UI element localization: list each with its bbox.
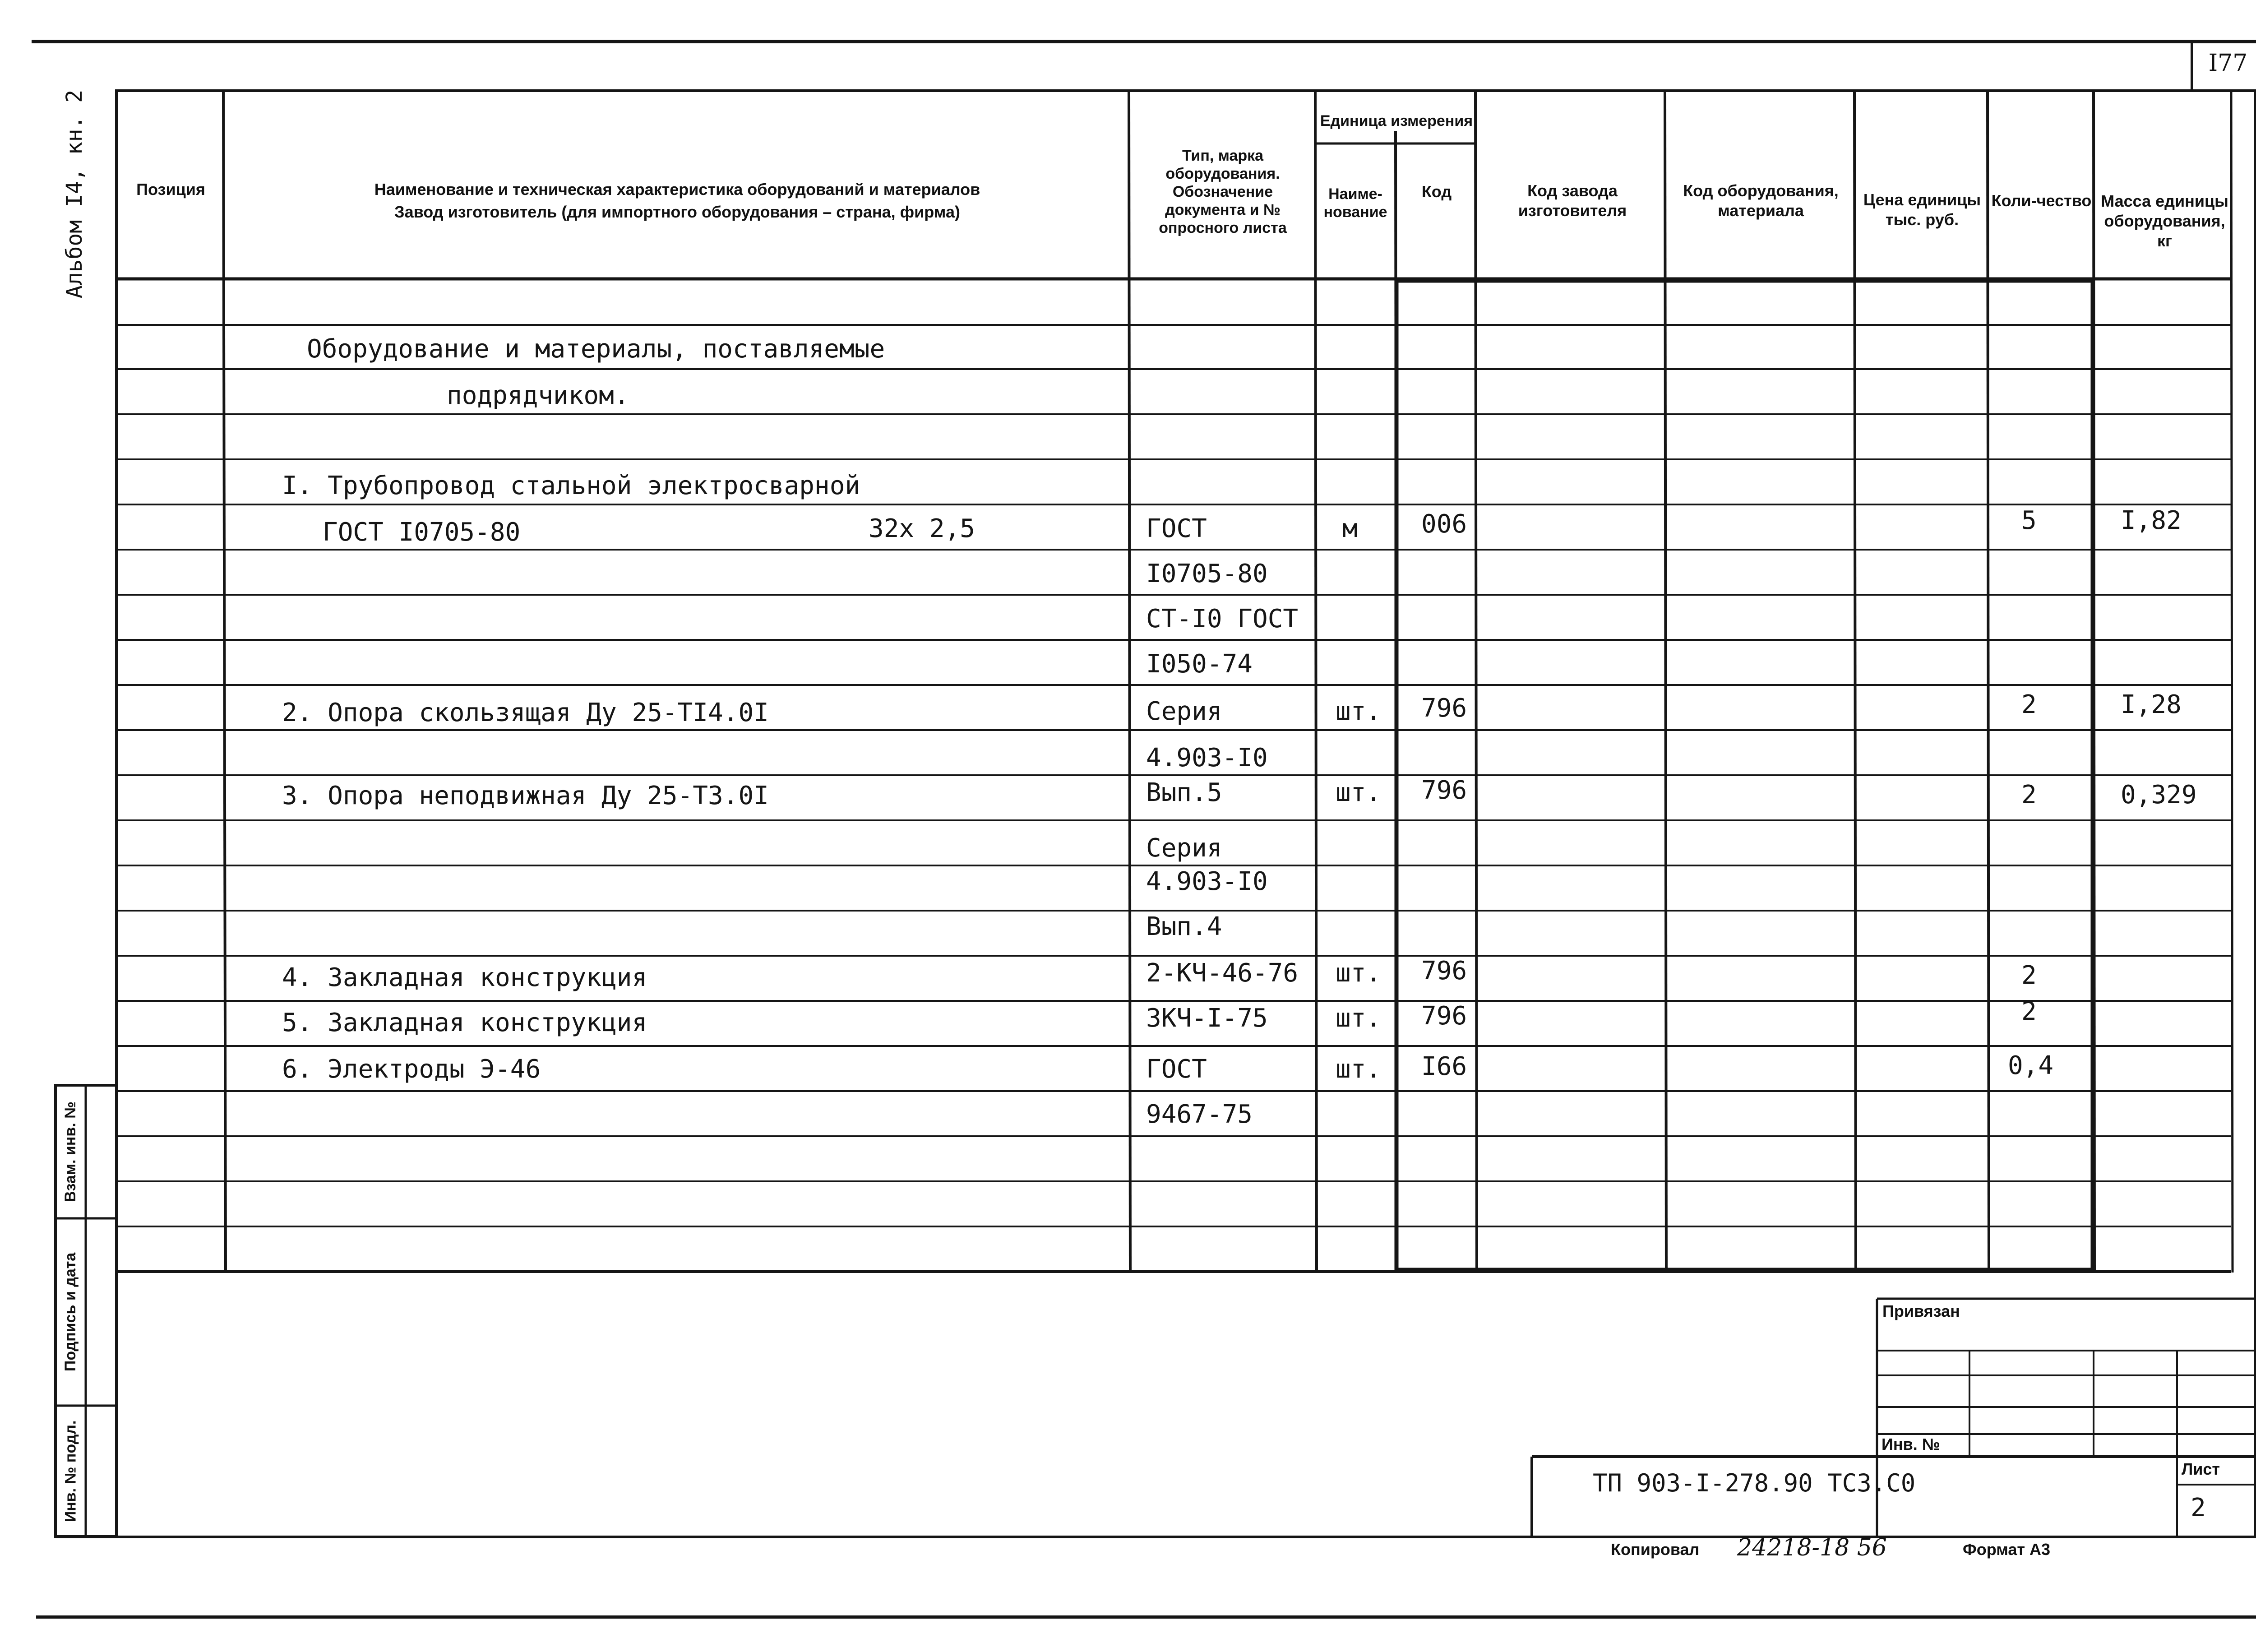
row-3-size: 32х 2,5 <box>869 514 975 543</box>
row-12-type: Вып.4 <box>1146 912 1222 941</box>
podpis-label: Подпись и дата <box>62 1252 79 1372</box>
header-mass: Масса единицы оборудования, кг <box>2101 192 2228 250</box>
row-3-unit: м <box>1342 514 1358 543</box>
document-code: ТП 903-I-278.90 ТС3.С0 <box>1593 1469 1916 1497</box>
row-7-type: Серия <box>1146 697 1222 726</box>
row-15-code: I66 <box>1421 1052 1467 1081</box>
row-5-type: СТ-I0 ГОСТ <box>1146 604 1299 634</box>
row-14-code: 796 <box>1421 1001 1467 1031</box>
header-name-line2: Завод изготовитель (для импортного оборудования – страна, фирма) <box>394 203 960 221</box>
sheet-number-top: I77 <box>2208 50 2248 77</box>
vzam-box <box>55 1085 86 1218</box>
header-unit-code: Код <box>1421 182 1452 201</box>
row-3-qty: 5 <box>2021 506 2037 535</box>
row-13-type: 2-КЧ-46-76 <box>1146 958 1299 988</box>
row-7-name: 2. Опора скользящая Ду 25-ТI4.0I <box>282 698 769 727</box>
row-4-type: I0705-80 <box>1146 559 1268 588</box>
privyazan-label: Привязан <box>1882 1302 1960 1320</box>
row-9-mass: 0,329 <box>2121 780 2197 810</box>
row-14-type: ЗКЧ-I-75 <box>1146 1004 1268 1033</box>
inv-box <box>55 1406 86 1536</box>
podpis-box <box>55 1218 86 1406</box>
header-position: Позиция <box>136 180 205 199</box>
header-unit-name: Наиме-нование <box>1323 185 1387 221</box>
row-3-name: ГОСТ I0705-80 <box>323 518 521 547</box>
row-13-qty: 2 <box>2021 961 2037 990</box>
row-8-type: 4.903-I0 <box>1146 743 1268 773</box>
row-3-code: 006 <box>1421 509 1467 539</box>
kopiroval-label: Копировал <box>1611 1540 1700 1559</box>
header-type: Тип, марка оборудования. Обозначение документа и № опросного листа <box>1159 147 1287 236</box>
header-quantity: Коли-чество <box>1991 191 2092 210</box>
inv-no-label: Инв. № <box>1882 1435 1940 1453</box>
row-14-name: 5. Закладная конструкция <box>282 1008 647 1037</box>
row-9-unit: шт. <box>1336 778 1382 807</box>
row-15-type: ГОСТ <box>1146 1055 1207 1084</box>
row-13-name: 4. Закладная конструкция <box>282 963 647 992</box>
vzam-label: Взам. инв. № <box>62 1101 79 1203</box>
album-label: Альбом I4, кн. 2 <box>62 89 87 299</box>
row-7-code: 796 <box>1421 694 1467 723</box>
row-1-name: подрядчиком. <box>447 381 629 410</box>
row-2-name: I. Трубопровод стальной электросварной <box>282 471 860 500</box>
row-13-code: 796 <box>1421 956 1467 986</box>
row-14-unit: шт. <box>1336 1004 1382 1033</box>
row-3-mass: I,82 <box>2121 506 2182 535</box>
row-7-qty: 2 <box>2021 690 2037 719</box>
row-15-name: 6. Электроды Э-46 <box>282 1055 541 1084</box>
format-label: Формат А3 <box>1963 1540 2051 1559</box>
inv-label: Инв. № подл. <box>62 1420 79 1522</box>
header-price: Цена единицы тыс. руб. <box>1863 190 1981 229</box>
row-7-mass: I,28 <box>2121 690 2182 719</box>
row-7-unit: шт. <box>1336 697 1382 726</box>
row-15-qty: 0,4 <box>2008 1051 2054 1080</box>
list-number: 2 <box>2191 1493 2206 1522</box>
row-13-unit: шт. <box>1336 958 1382 988</box>
row-9-type: Вып.5 <box>1146 778 1222 807</box>
row-11-type: 4.903-I0 <box>1146 867 1268 896</box>
handwritten-number: 24218-18 56 <box>1737 1534 1887 1561</box>
row-9-name: 3. Опора неподвижная Ду 25-Т3.0I <box>282 781 769 810</box>
header-equipment-code: Код оборудования, материала <box>1683 181 1839 220</box>
row-15-unit: шт. <box>1336 1055 1382 1084</box>
row-0-name: Оборудование и материалы, поставляемые <box>307 334 885 364</box>
list-label: Лист <box>2182 1460 2220 1478</box>
row-9-code: 796 <box>1421 776 1467 805</box>
header-unit-group: Единица измерения <box>1320 112 1473 130</box>
header-name-line1: Наименование и техническая характеристика оборудований и материалов <box>374 180 980 199</box>
row-9-qty: 2 <box>2021 780 2037 810</box>
row-3-type: ГОСТ <box>1146 514 1207 543</box>
row-16-type: 9467-75 <box>1146 1100 1253 1129</box>
row-6-type: I050-74 <box>1146 649 1253 679</box>
header-factory-code: Код завода изготовителя <box>1518 181 1627 220</box>
row-10-type: Серия <box>1146 833 1222 863</box>
row-14-qty: 2 <box>2021 997 2037 1026</box>
